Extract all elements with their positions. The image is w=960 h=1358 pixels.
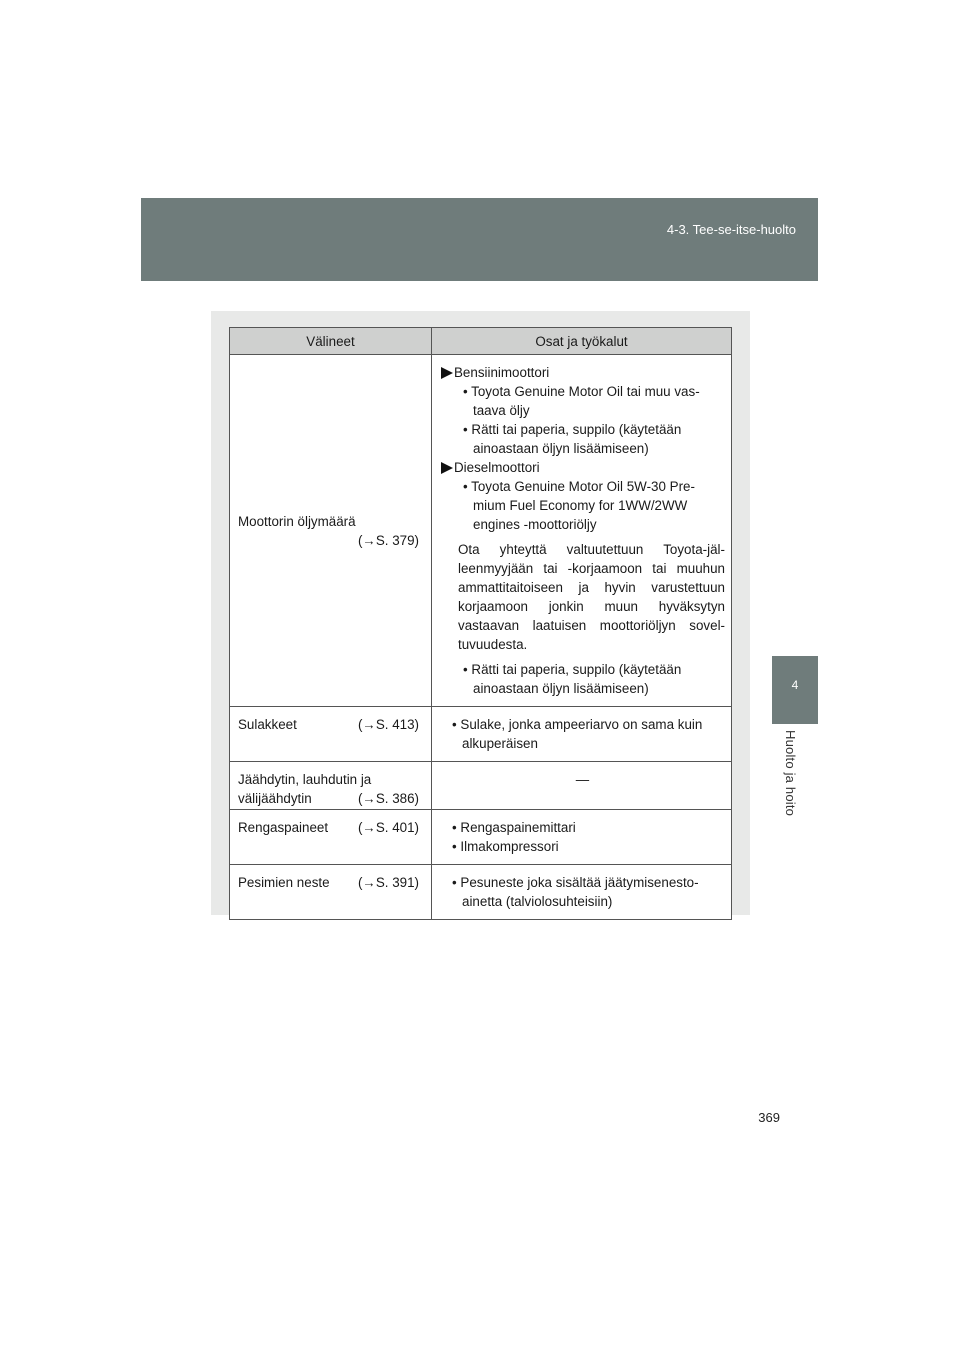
engine-type-label: Bensiinimoottori [454, 365, 550, 380]
triangle-bullet-icon [441, 462, 453, 474]
tool-name: Jäähdytin, lauhdutin ja [238, 772, 372, 787]
table-cell-tool [230, 707, 432, 762]
list-item: • Rätti tai paperia, suppilo (käytetään ainoastaan öljyn lisäämiseen) [463, 662, 682, 696]
page-reference: (→S. 386) [357, 791, 419, 806]
tool-name: Pesimien neste [238, 875, 330, 890]
list-item: • Rengaspainemittari [452, 820, 576, 835]
tool-name: Rengaspaineet [238, 820, 329, 835]
table-cell-tool [230, 865, 432, 920]
table-cell-parts [432, 810, 732, 865]
chapter-title: Huolto ja hoito [783, 730, 798, 817]
column-header-tools: Välineet [230, 328, 432, 355]
page-reference: (→S. 379) [357, 532, 419, 548]
list-item: • Rätti tai paperia, suppilo (käytetään ainoastaan öljyn lisäämiseen) [463, 422, 682, 456]
table-cell-tool [230, 762, 432, 810]
table-row [230, 355, 732, 707]
empty-value-dash: — [575, 772, 590, 787]
tool-name-continued: välijäähdytin [238, 791, 312, 806]
page-reference: (→S. 391) [357, 875, 419, 890]
page-reference: (→S. 401) [357, 820, 419, 835]
column-header-parts: Osat ja työkalut [432, 328, 732, 355]
chapter-number: 4 [791, 678, 799, 692]
table-cell-tool [230, 810, 432, 865]
table-row [230, 707, 732, 762]
table-cell-parts [432, 355, 732, 707]
table-cell-parts [432, 865, 732, 920]
list-item [440, 458, 725, 477]
list-item: • Ilmakompressori [452, 839, 559, 854]
chapter-tab [772, 656, 818, 724]
tool-name: Moottorin öljymäärä [238, 513, 356, 529]
header-band [141, 198, 818, 281]
section-title: 4-3. Tee-se-itse-huolto [666, 222, 796, 237]
table-row [230, 810, 732, 865]
list-item: • Toyota Genuine Motor Oil tai muu vas-taava öljy [463, 384, 700, 418]
tool-name: Sulakkeet [238, 717, 297, 732]
table-cell-parts [432, 707, 732, 762]
table-header-row [230, 328, 732, 355]
list-item: • Pesuneste joka sisältää jäätymisenesto-ainetta (talviolosuhteisiin) [452, 875, 699, 909]
table-cell-tool [230, 355, 432, 707]
tools-table [229, 327, 732, 920]
page-reference: (→S. 413) [357, 717, 419, 732]
page-number: 369 [758, 1110, 780, 1125]
engine-type-label: Dieselmoottori [454, 460, 540, 475]
table-row [230, 865, 732, 920]
table-cell-parts [432, 762, 732, 810]
list-item: • Toyota Genuine Motor Oil 5W-30 Pre-mium Fuel Economy for 1WW/2WW engines -moottoriöljy [463, 479, 695, 532]
list-item: • Sulake, jonka ampeeriarvo on sama kuin alkuperäisen [452, 717, 703, 751]
table-row [230, 762, 732, 810]
list-item [440, 363, 725, 382]
triangle-bullet-icon [441, 367, 453, 379]
note-text: Ota yhteyttä valtuutettuun Toyota-jäl-leenmyyjään tai -korjaamoon tai muuhun ammattitaitoiseen ja hyvin varustettuun korjaamoon jonkin muun hyväksytyn vastaavan laatuisen moottoriöljyn sovel-tuvuudesta. [458, 542, 725, 652]
